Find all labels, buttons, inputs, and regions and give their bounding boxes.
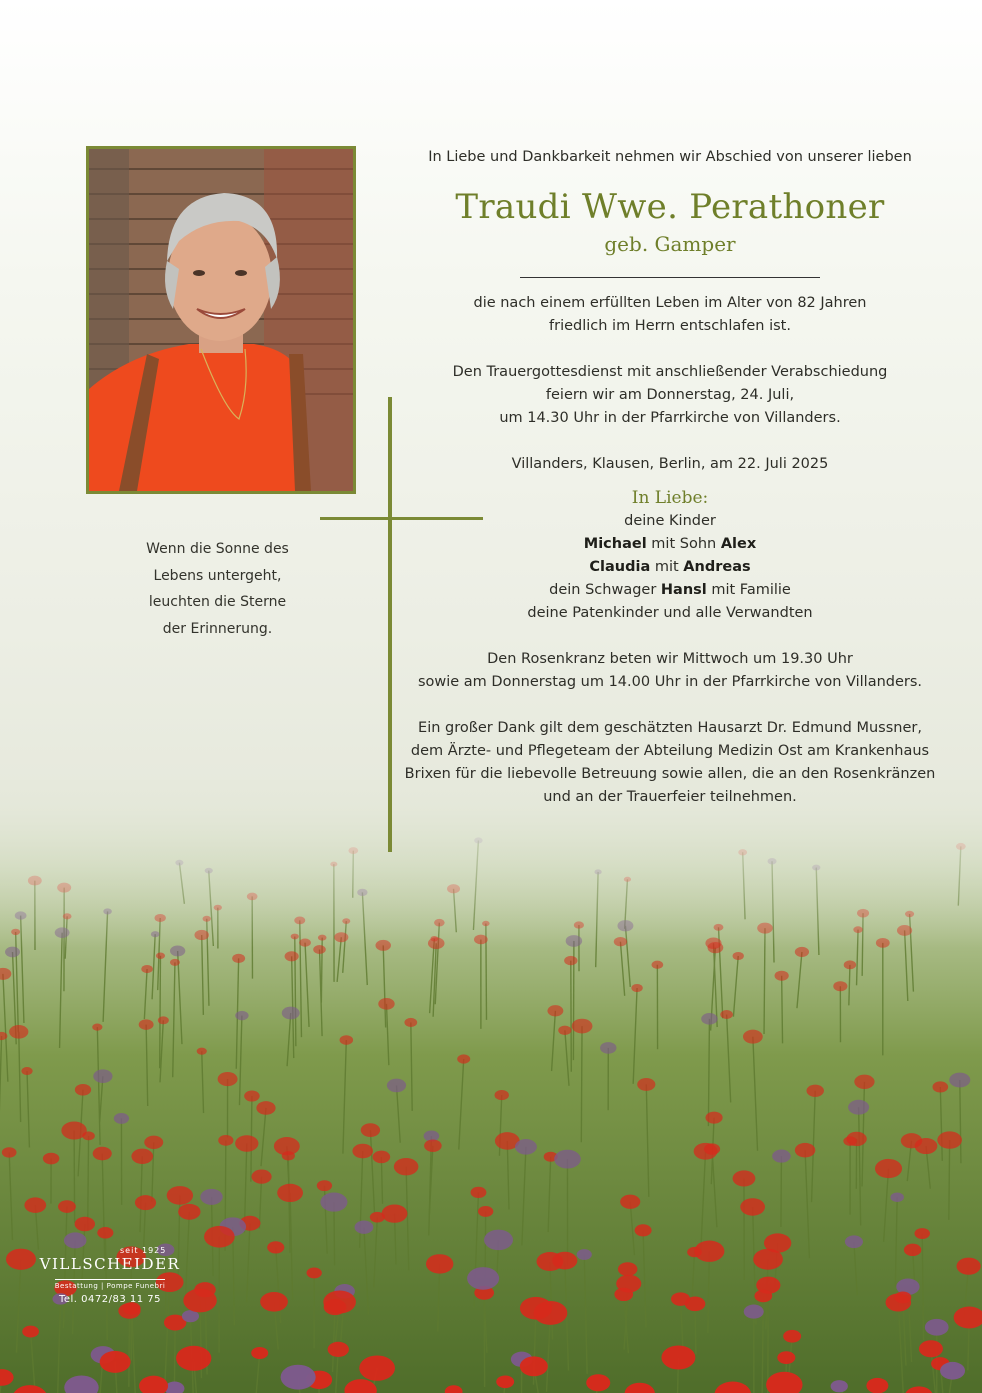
red-poppy-flower — [957, 1258, 981, 1275]
portrait-illustration — [89, 149, 353, 491]
red-poppy-flower — [743, 1030, 763, 1044]
red-poppy-flower — [251, 1347, 268, 1359]
red-poppy-flower — [586, 1374, 610, 1391]
purple-poppy-flower — [355, 1221, 374, 1234]
red-poppy-flower — [135, 1195, 156, 1210]
red-poppy-flower — [495, 1090, 509, 1100]
purple-poppy-flower — [848, 1100, 869, 1115]
red-poppy-flower — [204, 1226, 235, 1248]
red-poppy-flower — [478, 1206, 493, 1217]
thanks-line: Brixen für die liebevolle Betreuung sowie allen, die an den Rosenkränzen — [404, 766, 936, 782]
red-poppy-flower — [552, 1252, 577, 1270]
memorial-quote — [110, 536, 325, 642]
purple-poppy-flower — [925, 1319, 949, 1336]
red-poppy-flower — [178, 1204, 200, 1220]
service-line: um 14.30 Uhr in der Pfarrkirche von Villanders. — [499, 410, 841, 426]
red-poppy-flower — [904, 1244, 921, 1256]
quote-line: der Erinnerung. — [162, 620, 273, 637]
red-poppy-flower — [118, 1303, 140, 1319]
purple-poppy-flower — [387, 1079, 406, 1093]
red-poppy-flower — [139, 1019, 154, 1030]
red-poppy-flower — [914, 1228, 929, 1239]
purple-poppy-flower — [890, 1192, 903, 1202]
logo-brand: VILLSCHEIDER — [39, 1255, 181, 1273]
red-poppy-flower — [22, 1326, 39, 1338]
red-poppy-flower — [361, 1123, 380, 1137]
divider-line — [520, 277, 820, 278]
red-poppy-flower — [620, 1195, 640, 1209]
mourners-heading: In Liebe: — [631, 488, 709, 508]
thanks-line: dem Ärzte- und Pflegeteam der Abteilung Medizin Ost am Krankenhaus — [410, 743, 930, 759]
red-poppy-flower — [251, 1169, 271, 1183]
red-poppy-flower — [875, 1159, 902, 1178]
red-poppy-flower — [144, 1136, 163, 1149]
logo-subtitle: Bestattung | Pompe Funebri — [55, 1279, 166, 1290]
mourners-others: deine Patenkinder und alle Verwandten — [527, 605, 813, 621]
red-poppy-flower — [282, 1151, 295, 1160]
red-poppy-flower — [260, 1292, 288, 1312]
red-poppy-flower — [218, 1072, 238, 1086]
red-poppy-flower — [256, 1101, 275, 1115]
purple-poppy-flower — [744, 1305, 764, 1319]
red-poppy-flower — [614, 1288, 633, 1301]
rosary-line: Den Rosenkranz beten wir Mittwoch um 19.30 Uhr — [487, 651, 853, 667]
red-poppy-flower — [806, 1085, 823, 1097]
purple-poppy-flower — [484, 1230, 513, 1251]
red-poppy-flower — [777, 1351, 795, 1364]
purple-poppy-flower — [467, 1267, 499, 1290]
poppy-stem — [695, 1304, 696, 1355]
service-line: Den Trauergottesdienst mit anschließender Verabschiedung — [452, 364, 888, 380]
life-line: die nach einem erfüllten Leben im Alter von 82 Jahren — [473, 295, 867, 311]
red-poppy-flower — [167, 1186, 193, 1205]
red-poppy-flower — [866, 1378, 888, 1393]
red-poppy-flower — [9, 1025, 28, 1039]
red-poppy-flower — [244, 1091, 260, 1102]
red-poppy-flower — [382, 1204, 408, 1222]
red-poppy-flower — [426, 1254, 453, 1273]
red-poppy-flower — [21, 1067, 32, 1075]
red-poppy-flower — [705, 1112, 722, 1124]
red-poppy-flower — [637, 1078, 655, 1091]
red-poppy-flower — [694, 1143, 718, 1160]
red-poppy-flower — [694, 1241, 724, 1262]
red-poppy-flower — [733, 1170, 756, 1186]
red-poppy-flower — [932, 1081, 948, 1092]
purple-poppy-flower — [845, 1235, 863, 1248]
logo-since: seit 1925 — [120, 1246, 167, 1255]
red-poppy-flower — [323, 1290, 356, 1313]
red-poppy-flower — [100, 1351, 131, 1373]
red-poppy-flower — [267, 1241, 284, 1253]
obituary-text — [400, 146, 940, 809]
red-poppy-flower — [843, 1136, 857, 1146]
red-poppy-flower — [93, 1147, 112, 1161]
quote-line: Lebens untergeht, — [153, 567, 282, 584]
red-poppy-flower — [740, 1198, 765, 1216]
mourners-children: deine Kinder — [624, 513, 716, 529]
red-poppy-flower — [764, 1233, 791, 1252]
mourner-row: dein Schwager Hansl mit Familie — [549, 582, 791, 598]
purple-poppy-flower — [577, 1249, 592, 1260]
red-poppy-flower — [661, 1345, 695, 1369]
purple-poppy-flower — [320, 1193, 347, 1212]
cross-vertical-bar — [388, 397, 392, 852]
purple-poppy-flower — [940, 1362, 965, 1380]
red-poppy-flower — [635, 1224, 652, 1236]
red-poppy-flower — [520, 1356, 548, 1376]
life-line: friedlich im Herrn entschlafen ist. — [549, 318, 791, 334]
poppy-stem — [581, 1026, 582, 1142]
red-poppy-flower — [277, 1184, 303, 1202]
purple-poppy-flower — [949, 1073, 970, 1088]
red-poppy-flower — [373, 1151, 391, 1164]
red-poppy-flower — [24, 1197, 46, 1212]
red-poppy-flower — [58, 1200, 76, 1213]
red-poppy-flower — [937, 1131, 962, 1148]
deceased-name: Traudi Wwe. Perathoner — [455, 187, 885, 227]
quote-line: Wenn die Sonne des — [146, 541, 289, 557]
purple-poppy-flower — [114, 1113, 129, 1124]
red-poppy-flower — [471, 1187, 487, 1198]
red-poppy-flower — [131, 1149, 153, 1164]
red-poppy-flower — [671, 1292, 690, 1306]
red-poppy-flower — [754, 1290, 772, 1303]
red-poppy-flower — [919, 1340, 943, 1357]
red-poppy-flower — [901, 1133, 922, 1148]
red-poppy-flower — [854, 1075, 874, 1089]
red-poppy-flower — [328, 1342, 349, 1357]
red-poppy-flower — [424, 1139, 442, 1151]
mourner-row: Claudia mit Andreas — [589, 559, 751, 575]
red-poppy-flower — [317, 1180, 332, 1191]
red-poppy-flower — [176, 1346, 211, 1371]
quote-line: leuchten die Sterne — [148, 594, 287, 610]
poppy-stem — [129, 1311, 130, 1387]
red-poppy-flower — [92, 1024, 102, 1031]
funeral-home-logo — [30, 1246, 190, 1305]
red-poppy-flower — [2, 1147, 17, 1157]
portrait-photo — [86, 146, 356, 494]
red-poppy-flower — [370, 1212, 385, 1223]
red-poppy-flower — [340, 1035, 354, 1045]
thanks-line: Ein großer Dank gilt dem geschätzten Hausarzt Dr. Edmund Mussner, — [418, 720, 922, 736]
thanks-line: und an der Trauerfeier teilnehmen. — [543, 789, 797, 805]
maiden-name: geb. Gamper — [604, 232, 736, 256]
red-poppy-flower — [43, 1153, 59, 1165]
poppy-stem — [949, 1140, 950, 1220]
purple-poppy-flower — [554, 1150, 581, 1169]
red-poppy-flower — [572, 1019, 593, 1034]
red-poppy-flower — [61, 1121, 86, 1139]
poppy-stem — [768, 1285, 769, 1393]
place-date: Villanders, Klausen, Berlin, am 22. Juli 2025 — [511, 456, 829, 472]
logo-phone: Tel. 0472/83 11 75 — [58, 1294, 162, 1305]
purple-poppy-flower — [831, 1380, 848, 1392]
service-line: feiern wir am Donnerstag, 24. Juli, — [545, 387, 795, 403]
red-poppy-flower — [394, 1158, 419, 1175]
red-poppy-flower — [618, 1262, 637, 1276]
poppy-stem — [88, 1136, 89, 1230]
red-poppy-flower — [795, 1143, 816, 1158]
red-poppy-flower — [307, 1267, 322, 1278]
red-poppy-flower — [235, 1135, 258, 1152]
purple-poppy-flower — [200, 1189, 222, 1205]
mourner-row: Michael mit Sohn Alex — [583, 536, 757, 552]
purple-poppy-flower — [515, 1139, 537, 1155]
rosary-line: sowie am Donnerstag um 14.00 Uhr in der Pfarrkirche von Villanders. — [417, 674, 923, 690]
purple-poppy-flower — [93, 1069, 112, 1083]
red-poppy-flower — [352, 1144, 373, 1159]
red-poppy-flower — [520, 1297, 552, 1320]
red-poppy-flower — [457, 1054, 470, 1063]
purple-poppy-flower — [772, 1150, 790, 1163]
intro-line: In Liebe und Dankbarkeit nehmen wir Abschied von unserer lieben — [428, 149, 912, 165]
red-poppy-flower — [97, 1227, 113, 1238]
red-poppy-flower — [894, 1291, 911, 1303]
red-poppy-flower — [75, 1217, 95, 1231]
purple-poppy-flower — [600, 1042, 616, 1054]
red-poppy-flower — [496, 1375, 514, 1388]
red-poppy-flower — [218, 1135, 233, 1146]
red-poppy-flower — [197, 1048, 207, 1055]
red-poppy-flower — [783, 1330, 801, 1343]
red-poppy-flower — [558, 1026, 571, 1035]
red-poppy-flower — [359, 1355, 395, 1380]
red-poppy-flower — [75, 1084, 91, 1096]
purple-poppy-flower — [281, 1365, 316, 1390]
